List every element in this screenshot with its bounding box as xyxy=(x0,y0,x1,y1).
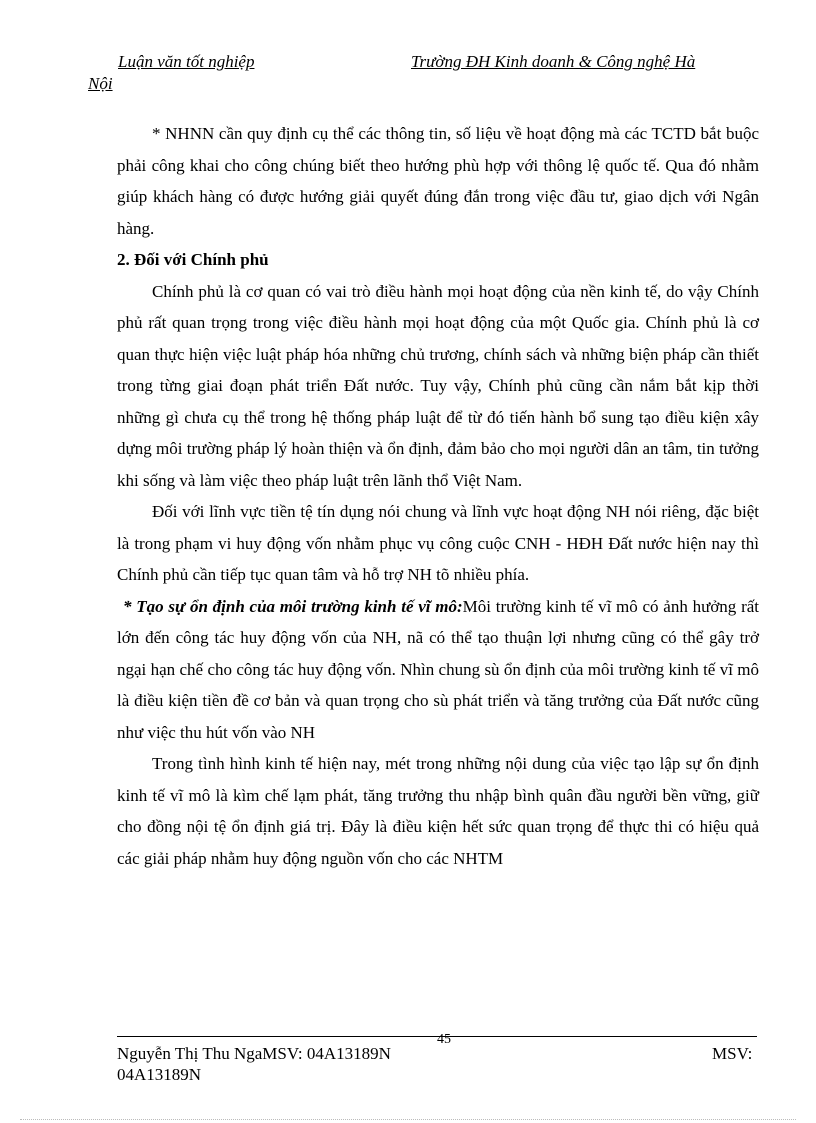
page-edge-divider xyxy=(20,1119,796,1120)
section-heading: 2. Đối với Chính phủ xyxy=(117,250,269,269)
paragraph-nhnn: * NHNN cần quy định cụ thể các thông tin, số liệu về hoạt động mà các TCTD bắt buộc phải công khai cho công chúng biết theo hướng phù hợp với thông lệ quốc tế. Qua đó nhằm giúp khách hàng có được hướng giải quyết đúng đắn trong việc đầu tư, giao dịch với Ngân hàng. xyxy=(117,124,759,238)
footer-msv: MSV: xyxy=(712,1044,753,1063)
paragraph-government-role: Chính phủ là cơ quan có vai trò điều hành mọi hoạt động của nền kinh tế, do vậy Chính phủ rất quan trọng trong việc điều hành mọi hoạt động của một Quốc gia. Chính phủ là cơ quan thực hiện việc luật pháp hóa những chủ trương, chính sách và những biện pháp cần thiết trong từng giai đoạn phát triển Đất nước. Tuy vậy, Chính phủ cũng cần nắm bắt kịp thời những gì chưa cụ thể trong hệ thống pháp luật để từ đó tiến hành bổ sung tạo điều kiện xây dựng môi trường pháp lý hoàn thiện và ổn định, đảm bảo cho mọi người dân an tâm, tin tưởng khi sống và làm việc theo pháp luật trên lãnh thổ Việt Nam. xyxy=(117,281,759,490)
footer-author: Nguyễn Thị Thu NgaMSV: 04A13189N xyxy=(117,1044,391,1063)
header-thesis-title: Luận văn tốt nghiệp xyxy=(118,52,255,71)
header-university-cont: Nội xyxy=(88,74,113,93)
macro-stability-text: Môi trường kinh tế vĩ mô có ảnh hưởng rất lớn đến công tác huy động vốn của NH, nã có thể tạo thuận lợi nhưng cũng có thể gây trở ngại hạn chế cho công tác huy động vốn. Nhìn chung sù ổn định của môi trường kinh tế vĩ mô là điều kiện tiền đề cơ bản và quan trọng cho sù phát triển và tăng trưởng của Đất nước cũng như việc thu hút vốn vào NH xyxy=(117,596,759,742)
paragraph-monetary-credit: Đối với lĩnh vực tiền tệ tín dụng nói chung và lĩnh vực hoạt động NH nói riêng, đặc biệt là trong phạm vi huy động vốn nhằm phục vụ công cuộc CNH - HĐH Đất nước hiện nay thì Chính phủ cần tiếp tục quan tâm và hỗ trợ NH tõ nhiều phía. xyxy=(117,502,759,584)
macro-stability-lead: * Tạo sự ổn định của môi trường kinh tế vĩ mô: xyxy=(123,596,463,616)
paragraph-macro-stability xyxy=(117,591,759,749)
document-body xyxy=(117,118,759,874)
paragraph-current-situation: Trong tình hình kinh tế hiện nay, mét trong những nội dung của việc tạo lập sự ổn định kinh tế vĩ mô là kìm chế lạm phát, tăng trưởng thu nhập bình quân đầu người bền vững, giữ cho đồng nội tệ ổn định giá trị. Đây là điều kiện hết sức quan trọng để thực thi có hiệu quả các giải pháp nhằm huy động nguồn vốn cho các NHTM xyxy=(117,754,759,868)
page-header xyxy=(88,52,748,96)
page-number: 45 xyxy=(437,1032,451,1047)
header-university: Trường ĐH Kinh doanh & Công nghệ Hà xyxy=(411,52,696,71)
footer-student-id: 04A13189N xyxy=(117,1065,202,1084)
